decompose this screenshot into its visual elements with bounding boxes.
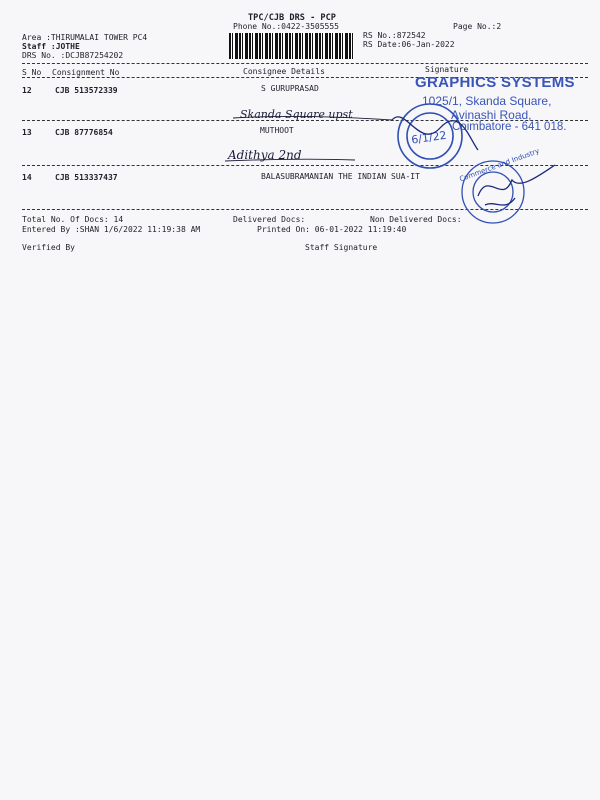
column-header-sno: S No <box>22 68 42 77</box>
chamber-stamp-text: Commerce and Industry <box>458 146 541 184</box>
rs-number: RS No.:872542 <box>363 31 426 40</box>
column-header-signature: Signature <box>425 65 469 74</box>
row-sno: 12 <box>22 86 32 95</box>
verified-by: Verified By <box>22 243 75 252</box>
row-sno: 13 <box>22 128 32 137</box>
handwriting-underline <box>225 116 392 161</box>
staff-field: Staff :JOTHE <box>22 42 80 51</box>
row-consignee: S GURUPRASAD <box>261 84 319 93</box>
company-stamp-city: Coimbatore - 641 018. <box>452 121 567 133</box>
row-consignment: CJB 87776854 <box>55 128 113 137</box>
chamber-stamp <box>458 147 540 223</box>
row-consignee: MUTHOOT <box>260 126 294 135</box>
company-stamp-name: GRAPHICS SYSTEMS <box>415 74 575 91</box>
delivered-docs: Delivered Docs: <box>233 215 306 224</box>
phone-number: Phone No.:0422-3505555 <box>233 22 339 31</box>
handwritten-note: Adithya 2nd <box>228 148 302 162</box>
rs-date: RS Date:06-Jan-2022 <box>363 40 455 49</box>
page-number: Page No.:2 <box>453 22 502 31</box>
non-delivered-docs: Non Delivered Docs: <box>370 215 462 224</box>
company-stamp-address: 1025/1, Skanda Square, <box>422 94 552 108</box>
entered-by: Entered By :SHAN 1/6/2022 11:19:38 AM <box>22 225 201 234</box>
row-consignment: CJB 513337437 <box>55 173 118 182</box>
staff-signature: Staff Signature <box>305 243 378 252</box>
area-field: Area :THIRUMALAI TOWER PC4 <box>22 33 148 42</box>
document-title: TPC/CJB DRS - PCP <box>248 13 336 23</box>
round-stamp <box>398 104 462 168</box>
drs-number: DRS No. :DCJB87254202 <box>22 51 124 60</box>
handwritten-note: Skanda Square upst <box>240 108 353 121</box>
column-header-consignee: Consignee Details <box>243 67 325 76</box>
row-consignment: CJB 513572339 <box>55 86 118 95</box>
company-stamp-address: Avinashi Road, <box>451 108 532 122</box>
total-docs: Total No. Of Docs: 14 <box>22 215 124 224</box>
round-stamp-date: 6/1/22 <box>410 128 448 147</box>
column-header-consignment: Consignment No <box>52 68 120 77</box>
row-sno: 14 <box>22 173 32 182</box>
row-consignee: BALASUBRAMANIAN THE INDIAN SUA-IT <box>261 172 420 181</box>
printed-on: Printed On: 06-01-2022 11:19:40 <box>257 225 407 234</box>
